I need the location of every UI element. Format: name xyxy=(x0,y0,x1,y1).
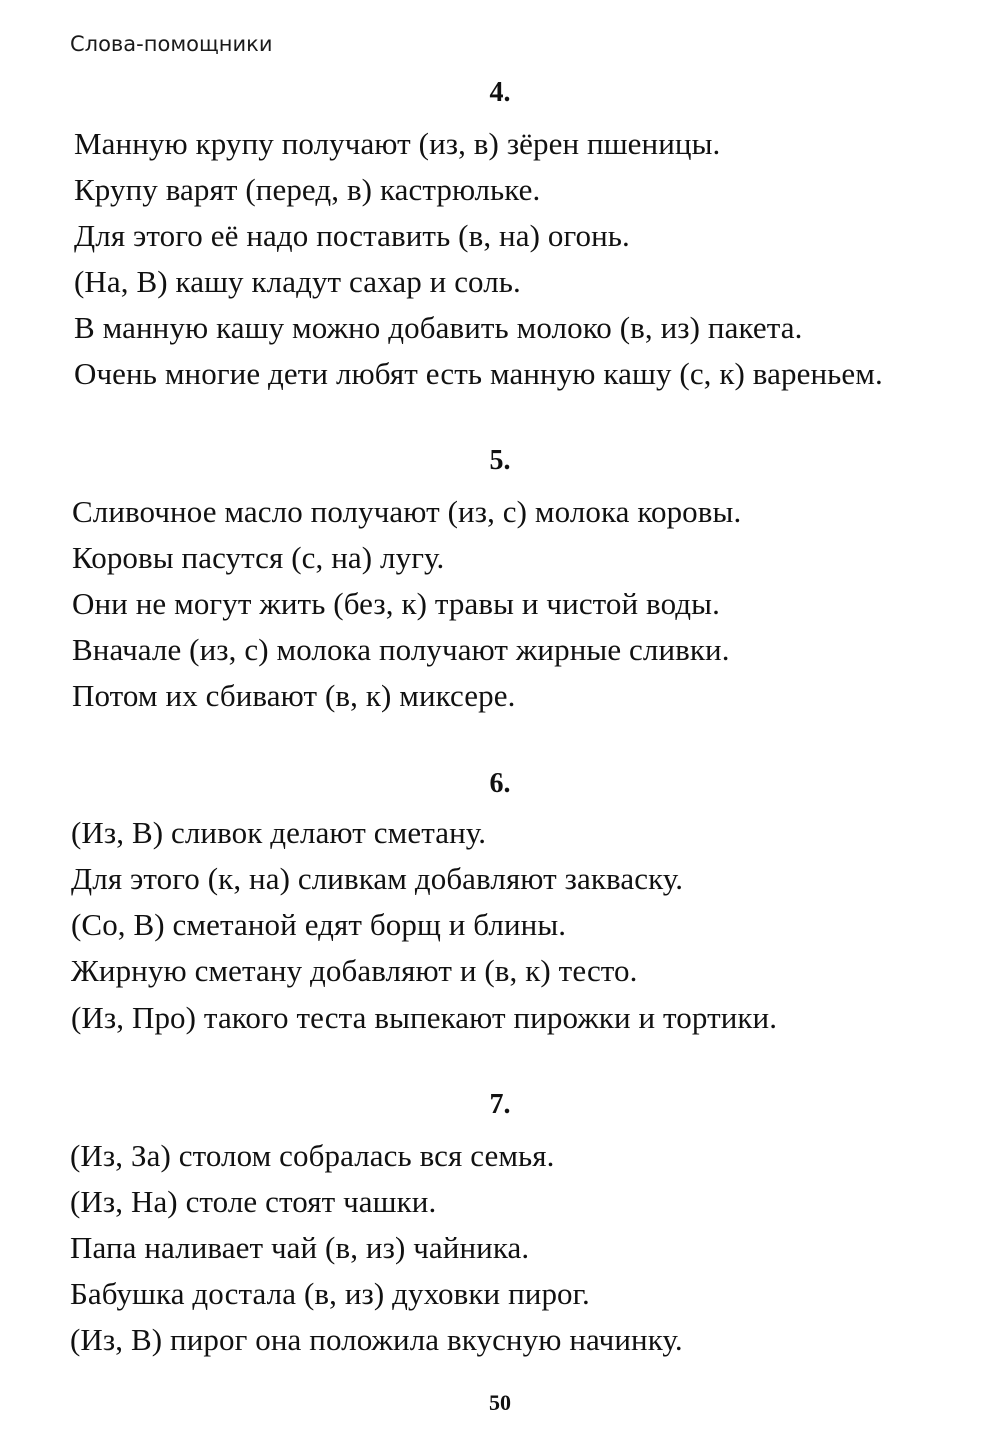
sentence: Коровы пасутся (с, на) лугу. xyxy=(72,540,445,575)
sentence: Бабушка достала (в, из) духовки пирог. xyxy=(70,1276,590,1311)
sentence: Они не могут жить (без, к) травы и чистой воды. xyxy=(72,586,720,621)
exercise-section-5 xyxy=(0,444,1000,478)
exercise-section-4 xyxy=(0,76,1000,110)
running-header: Слова-помощники xyxy=(70,32,273,56)
sentence: (Из, На) столе стоят чашки. xyxy=(70,1184,437,1219)
sentence: (Из, В) пирог она положила вкусную начинку. xyxy=(70,1322,683,1357)
exercise-number: 5. xyxy=(489,445,511,476)
exercise-number: 4. xyxy=(489,77,511,108)
sentence: Для этого (к, на) сливкам добавляют закваску. xyxy=(71,861,684,896)
sentence: (Из, Про) такого теста выпекают пирожки и тортики. xyxy=(71,1000,778,1035)
exercise-number: 6. xyxy=(489,768,511,799)
sentence: Папа наливает чай (в, из) чайника. xyxy=(70,1230,530,1265)
sentence: Жирную сметану добавляют и (в, к) тесто. xyxy=(71,953,638,988)
sentence: (На, В) кашу кладут сахар и соль. xyxy=(74,264,521,299)
exercise-number: 7. xyxy=(489,1089,511,1120)
sentence: Сливочное масло получают (из, с) молока коровы. xyxy=(72,494,742,529)
sentence: Крупу варят (перед, в) кастрюльке. xyxy=(74,172,541,207)
sentence: (Из, В) сливок делают сметану. xyxy=(71,815,487,850)
sentence: (Со, В) сметаной едят борщ и блины. xyxy=(71,907,567,942)
sentence: В манную кашу можно добавить молоко (в, из) пакета. xyxy=(74,310,803,345)
sentence: Потом их сбивают (в, к) миксере. xyxy=(72,678,516,713)
sentence: (Из, За) столом собралась вся семья. xyxy=(70,1138,555,1173)
page-number: 50 xyxy=(489,1390,511,1415)
sentence: Манную крупу получают (из, в) зёрен пшеницы. xyxy=(74,126,721,161)
sentence: Вначале (из, с) молока получают жирные сливки. xyxy=(72,632,730,667)
sentence: Очень многие дети любят есть манную кашу (с, к) вареньем. xyxy=(74,356,883,391)
sentence: Для этого её надо поставить (в, на) огонь. xyxy=(74,218,630,253)
exercise-section-7 xyxy=(0,1088,1000,1122)
exercise-section-6 xyxy=(0,767,1000,801)
